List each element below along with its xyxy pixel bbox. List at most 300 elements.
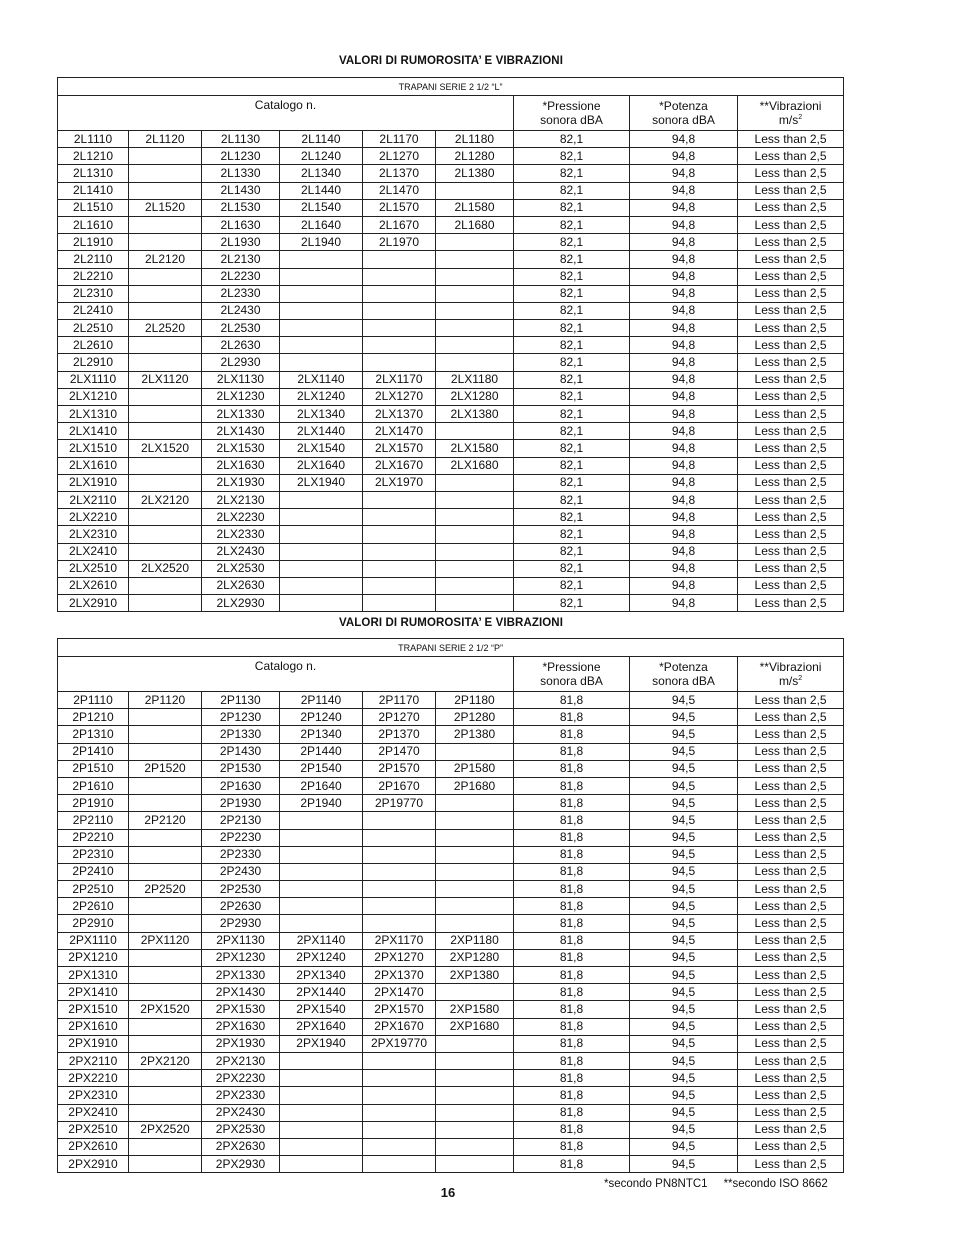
table-cell: 81,8 [514,812,630,829]
table-cell: 2P1110 [58,692,129,709]
table-cell: Less than 2,5 [738,777,844,794]
table-cell: 94,8 [630,440,738,457]
table-cell: 2L1330 [202,165,280,182]
table-cell: 2P1940 [280,795,363,812]
table-cell: 2L1180 [436,131,514,148]
table-cell [280,560,363,577]
table-cell [129,1018,202,1035]
table-cell: Less than 2,5 [738,268,844,285]
table-cell [129,1087,202,1104]
table-cell [436,829,514,846]
table-cell [363,560,436,577]
table-cell [436,543,514,560]
table-cell [129,285,202,302]
table-cell [280,268,363,285]
table-row [58,509,844,526]
table-cell: 2PX2120 [129,1052,202,1069]
table-row [58,777,844,794]
table-cell: 82,1 [514,131,630,148]
table-cell: Less than 2,5 [738,984,844,1001]
table-cell [129,543,202,560]
table-cell [436,812,514,829]
table-cell: Less than 2,5 [738,543,844,560]
table-cell: 2LX1510 [58,440,129,457]
table-cell [363,1070,436,1087]
table-cell: 82,1 [514,560,630,577]
table-cell [436,1121,514,1138]
table-cell: 2PX2630 [202,1138,280,1155]
table-cell: Less than 2,5 [738,932,844,949]
table-cell: 2L1670 [363,216,436,233]
table-cell [436,251,514,268]
table-cell: 94,5 [630,692,738,709]
table-cell [129,846,202,863]
table-cell: 81,8 [514,1121,630,1138]
table-cell: 81,8 [514,1156,630,1173]
table-row [58,932,844,949]
table-cell: 81,8 [514,726,630,743]
footnote-vibration: **secondo ISO 8662 [723,1178,828,1190]
table-cell: Less than 2,5 [738,199,844,216]
noise-table-series-p [57,638,844,1173]
table-cell: 2LX1370 [363,406,436,423]
table-cell: 2XP1180 [436,932,514,949]
table-cell [129,526,202,543]
table-cell [129,509,202,526]
table-cell [129,1104,202,1121]
table-cell: Less than 2,5 [738,457,844,474]
table-cell: 94,8 [630,577,738,594]
table-cell [436,1035,514,1052]
table-row [58,726,844,743]
table-cell: 2P2910 [58,915,129,932]
table-row [58,692,844,709]
table-cell: 2PX2310 [58,1087,129,1104]
table-cell: 82,1 [514,440,630,457]
table-cell: 82,1 [514,388,630,405]
table-cell: 81,8 [514,915,630,932]
table-cell [280,829,363,846]
table-cell: 2PX2520 [129,1121,202,1138]
table-cell: 2PX2410 [58,1104,129,1121]
table-cell: 2LX1340 [280,406,363,423]
table-cell [129,1070,202,1087]
table-cell [129,302,202,319]
table-cell: Less than 2,5 [738,898,844,915]
table-cell: Less than 2,5 [738,320,844,337]
power-header: *Potenza sonora dBA [630,96,738,131]
table-cell [129,268,202,285]
table-cell [129,577,202,594]
table-row [58,1156,844,1173]
table-cell: 2L1640 [280,216,363,233]
table-cell: 2L1270 [363,148,436,165]
table-cell: 2P1440 [280,743,363,760]
table-cell: 2PX1570 [363,1001,436,1018]
table-cell [280,846,363,863]
table-cell [280,1104,363,1121]
table-cell: 94,5 [630,829,738,846]
table-cell [129,743,202,760]
table-cell: Less than 2,5 [738,863,844,880]
table-row [58,915,844,932]
table-cell: 2LX1120 [129,371,202,388]
table-cell [436,509,514,526]
table-cell: 2P1310 [58,726,129,743]
table-cell: 82,1 [514,285,630,302]
table-cell: 2LX1470 [363,423,436,440]
table-cell: 2LX2520 [129,560,202,577]
table-row [58,526,844,543]
table-cell [129,1156,202,1173]
table-cell: 2P1930 [202,795,280,812]
footnote-pressure: *secondo PN8NTC1 [604,1178,708,1190]
table-cell: 2L1570 [363,199,436,216]
table-cell: 81,8 [514,760,630,777]
table-cell: 2PX1230 [202,949,280,966]
table-cell: 2PX1540 [280,1001,363,1018]
table-cell: 2LX2530 [202,560,280,577]
table-cell: 94,5 [630,898,738,915]
table-cell: 81,8 [514,881,630,898]
table-cell: Less than 2,5 [738,406,844,423]
table-cell: 81,8 [514,709,630,726]
table-row [58,423,844,440]
table-cell: 2LX1610 [58,457,129,474]
table-cell [436,320,514,337]
table-cell: 2PX1330 [202,967,280,984]
table-cell: 94,8 [630,320,738,337]
table-cell: 81,8 [514,898,630,915]
table-cell [436,846,514,863]
table-cell: 2P1230 [202,709,280,726]
table-cell: 81,8 [514,1087,630,1104]
table-cell: 2LX2930 [202,595,280,612]
table-cell: 2L1930 [202,234,280,251]
table-cell: 2P2230 [202,829,280,846]
table-cell: 94,8 [630,354,738,371]
table-row [58,829,844,846]
table-cell: 2P2430 [202,863,280,880]
table-cell: 2PX1240 [280,949,363,966]
table-cell: 2L1610 [58,216,129,233]
table-cell: 2PX1340 [280,967,363,984]
table-cell: 2P1530 [202,760,280,777]
table-cell: 2P2210 [58,829,129,846]
table-cell: 2PX1940 [280,1035,363,1052]
table-cell: 94,8 [630,474,738,491]
table-cell [363,898,436,915]
table-cell: 2PX1520 [129,1001,202,1018]
table-cell: 94,8 [630,371,738,388]
table-cell: 2P1270 [363,709,436,726]
table-cell: 2LX1140 [280,371,363,388]
table-cell [436,491,514,508]
table-cell: Less than 2,5 [738,1070,844,1087]
table-cell: 94,5 [630,795,738,812]
table-row [58,795,844,812]
table-cell: 2P1910 [58,795,129,812]
table-cell: 94,8 [630,337,738,354]
table-row [58,457,844,474]
table-cell [436,423,514,440]
table-cell [363,1052,436,1069]
table-cell: 2L2520 [129,320,202,337]
table-cell: 2L2910 [58,354,129,371]
table-row [58,577,844,594]
table-cell [436,898,514,915]
table-cell [280,337,363,354]
vibration-header: **Vibrazioni $m/s^2$ [738,96,844,131]
table-cell: Less than 2,5 [738,692,844,709]
table-cell: Less than 2,5 [738,595,844,612]
table-row [58,388,844,405]
table-cell [129,829,202,846]
table-row [58,165,844,182]
table-cell: 2L1130 [202,131,280,148]
table-cell [363,812,436,829]
table-cell: 2PX1470 [363,984,436,1001]
table-cell: Less than 2,5 [738,388,844,405]
table-cell: 81,8 [514,846,630,863]
table-cell: 2LX2120 [129,491,202,508]
table-cell: Less than 2,5 [738,337,844,354]
table-cell: 2P1280 [436,709,514,726]
table-cell [129,148,202,165]
table-cell: Less than 2,5 [738,726,844,743]
table-cell: 2XP1580 [436,1001,514,1018]
table-cell: 2PX1910 [58,1035,129,1052]
table-cell: Less than 2,5 [738,812,844,829]
table-cell [129,337,202,354]
table-row [58,984,844,1001]
table-cell: 2XP1380 [436,967,514,984]
table-cell: Less than 2,5 [738,1018,844,1035]
table-cell [129,777,202,794]
table-cell: 2P1210 [58,709,129,726]
table-cell: 82,1 [514,320,630,337]
table-cell [363,251,436,268]
table-cell: 2L1280 [436,148,514,165]
table-cell [436,881,514,898]
table-cell: Less than 2,5 [738,1121,844,1138]
table-cell: Less than 2,5 [738,131,844,148]
table-row [58,320,844,337]
table-cell: 94,8 [630,509,738,526]
table-cell: 94,5 [630,760,738,777]
table-cell: 81,8 [514,692,630,709]
table-cell: 2LX1270 [363,388,436,405]
table-cell: 2L2930 [202,354,280,371]
table-row [58,1070,844,1087]
table-cell: 2L2230 [202,268,280,285]
table-cell [280,595,363,612]
table-cell: 82,1 [514,423,630,440]
table-cell: 82,1 [514,371,630,388]
table-cell: Less than 2,5 [738,423,844,440]
table-cell: 81,8 [514,829,630,846]
table-row [58,199,844,216]
table-cell: 94,5 [630,967,738,984]
table-cell: 82,1 [514,543,630,560]
table-cell: 2L1310 [58,165,129,182]
table-row [58,182,844,199]
table-cell: 94,8 [630,199,738,216]
table-cell: 2P1580 [436,760,514,777]
table-cell [363,491,436,508]
table-cell: 2L1970 [363,234,436,251]
table-cell: 2P1380 [436,726,514,743]
table-cell [436,526,514,543]
table-cell: 2LX1240 [280,388,363,405]
table-cell: 2P2330 [202,846,280,863]
table-cell: 82,1 [514,182,630,199]
table-cell: 2P1680 [436,777,514,794]
table-cell [363,285,436,302]
table-cell: 94,8 [630,543,738,560]
catalog-header: Catalogo n. [58,96,514,131]
table-cell: 2L1380 [436,165,514,182]
table-cell: 2L1410 [58,182,129,199]
table-cell: 2PX1110 [58,932,129,949]
table-cell: 2LX1180 [436,371,514,388]
table-cell: Less than 2,5 [738,1156,844,1173]
table-cell: 2P1430 [202,743,280,760]
table-cell: 81,8 [514,777,630,794]
table-cell: 2PX1170 [363,932,436,949]
table-cell: 2L1110 [58,131,129,148]
table-cell: Less than 2,5 [738,1035,844,1052]
table-cell: 2P2310 [58,846,129,863]
table-row [58,148,844,165]
table-cell: 2PX2910 [58,1156,129,1173]
table-row [58,131,844,148]
table-cell: 94,5 [630,812,738,829]
table-cell: 2LX1640 [280,457,363,474]
table-cell: 82,1 [514,234,630,251]
table-cell: 2LX1630 [202,457,280,474]
table-cell [129,1035,202,1052]
table-cell [280,863,363,880]
pressure-header: *Pressione sonora dBA [514,96,630,131]
table-cell: Less than 2,5 [738,577,844,594]
page-number: 16 [440,1185,456,1200]
table-cell [280,577,363,594]
table-cell: 2L1440 [280,182,363,199]
table-cell: 2PX2610 [58,1138,129,1155]
table-row [58,1035,844,1052]
table-cell [436,795,514,812]
table-cell [436,560,514,577]
table-cell: 2PX1430 [202,984,280,1001]
table-cell: 81,8 [514,1018,630,1035]
table-row [58,949,844,966]
table-cell [129,709,202,726]
table-cell: 2LX1530 [202,440,280,457]
table-row [58,268,844,285]
table-row [58,863,844,880]
table-cell: 94,8 [630,560,738,577]
table-cell: 82,1 [514,337,630,354]
table-cell [436,474,514,491]
table-cell: 94,8 [630,148,738,165]
table-cell: Less than 2,5 [738,216,844,233]
table-cell: 94,8 [630,457,738,474]
table-cell: 81,8 [514,967,630,984]
pressure-header: *Pressione sonora dBA [514,657,630,692]
table-cell [280,543,363,560]
table-cell: 82,1 [514,302,630,319]
table-cell: 2L1340 [280,165,363,182]
table-cell: 2LX2230 [202,509,280,526]
table-cell: 2P2410 [58,863,129,880]
table-cell: 2L2120 [129,251,202,268]
table-cell: 2LX1330 [202,406,280,423]
table-cell: 2PX1140 [280,932,363,949]
table-cell [436,268,514,285]
table-cell: 2PX2230 [202,1070,280,1087]
table-cell: 94,8 [630,182,738,199]
table-cell: 2L1470 [363,182,436,199]
table-row [58,406,844,423]
table-cell: Less than 2,5 [738,915,844,932]
table-cell: 81,8 [514,1104,630,1121]
table-row [58,760,844,777]
table-cell [129,984,202,1001]
table-cell: 2LX1940 [280,474,363,491]
table-cell: Less than 2,5 [738,1052,844,1069]
table-cell: 94,8 [630,388,738,405]
table-cell [280,1052,363,1069]
table-cell: 94,8 [630,595,738,612]
table-cell: 2P2520 [129,881,202,898]
table-cell [436,595,514,612]
table-cell: 94,8 [630,302,738,319]
table-cell: 2L2630 [202,337,280,354]
table-cell: 2PX2930 [202,1156,280,1173]
table-cell [129,388,202,405]
table-cell: 82,1 [514,457,630,474]
table-cell: 2LX1670 [363,457,436,474]
table-cell [436,1156,514,1173]
table-cell: 2P2110 [58,812,129,829]
table-cell: 2L2330 [202,285,280,302]
table-cell: 2PX1410 [58,984,129,1001]
table-cell [280,1087,363,1104]
table-cell: Less than 2,5 [738,881,844,898]
table-cell: 2LX2330 [202,526,280,543]
table-cell [129,595,202,612]
table-cell: 2PX1530 [202,1001,280,1018]
table-cell: 94,5 [630,1018,738,1035]
table-cell [280,302,363,319]
table-row [58,1001,844,1018]
table-cell: 2LX1570 [363,440,436,457]
table-cell: 82,1 [514,595,630,612]
table-cell: Less than 2,5 [738,440,844,457]
table-cell: 2PX1210 [58,949,129,966]
table-cell [129,898,202,915]
table-cell [129,457,202,474]
table-cell: 2PX1670 [363,1018,436,1035]
table-cell: 2L1430 [202,182,280,199]
table-cell [280,1070,363,1087]
table-cell [129,165,202,182]
table-cell: 2PX2330 [202,1087,280,1104]
table-cell: 2PX1130 [202,932,280,949]
table-cell: 2P1130 [202,692,280,709]
table-cell: 81,8 [514,743,630,760]
